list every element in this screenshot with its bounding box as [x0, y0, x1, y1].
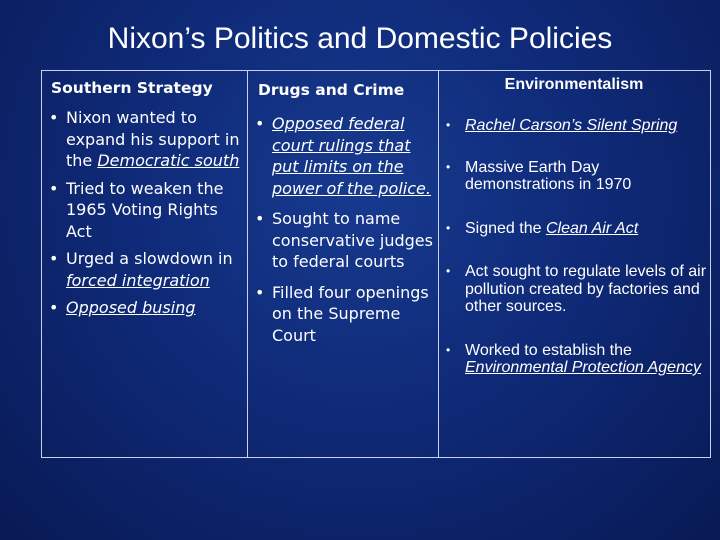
item-text: Urged a slowdown in	[66, 249, 233, 268]
bullet: •	[446, 342, 451, 357]
item-link[interactable]: Opposed federal court rulings that put limits on the power of the police.	[272, 114, 431, 198]
southern-strategy-list	[49, 107, 244, 325]
item-text: Act sought to regulate levels of air pollution created by factories and other sources.	[465, 263, 707, 315]
item-text: Filled four openings on the Supreme Court	[272, 282, 429, 345]
list-item	[49, 248, 244, 291]
list-item	[446, 159, 708, 194]
list-item	[255, 113, 435, 199]
environmentalism-list	[446, 117, 708, 377]
item-link[interactable]: Opposed busing	[66, 298, 196, 317]
header-drugs-and-crime: Drugs and Crime	[258, 81, 405, 99]
list-item	[49, 178, 244, 243]
item-link[interactable]: Clean Air Act	[545, 219, 639, 237]
column-divider	[438, 71, 439, 457]
bullet: •	[446, 264, 451, 278]
bullet: •	[49, 298, 59, 317]
item-text: Tried to weaken the 1965 Voting Rights Act	[66, 178, 224, 241]
bullet: •	[446, 220, 451, 235]
item-text: Sought to name conservative judges to federal courts	[272, 209, 433, 271]
list-item	[446, 342, 708, 377]
policy-table	[41, 70, 711, 458]
bullet: •	[255, 114, 265, 133]
bullet: •	[446, 159, 451, 174]
column-divider	[247, 71, 248, 457]
bullet: •	[446, 118, 451, 132]
item-text: Signed the	[465, 219, 546, 237]
list-item	[255, 282, 435, 347]
item-link[interactable]: forced integration	[66, 270, 210, 290]
bullet: •	[255, 209, 265, 228]
list-item	[446, 220, 708, 238]
bullet: •	[49, 249, 59, 268]
item-link[interactable]: Environmental Protection Agency	[465, 359, 701, 376]
drugs-and-crime-list	[255, 113, 435, 355]
list-item	[446, 117, 708, 135]
list-item	[255, 208, 435, 273]
list-item	[446, 263, 708, 316]
item-text: Nixon wanted to expand his support in the	[66, 108, 240, 170]
item-text: Worked to establish the	[465, 341, 632, 359]
item-link[interactable]: Rachel Carson’s Silent Spring	[465, 117, 678, 134]
header-environmentalism: Environmentalism	[504, 76, 644, 93]
list-item	[49, 297, 244, 319]
bullet: •	[49, 108, 59, 127]
header-southern-strategy: Southern Strategy	[51, 79, 213, 97]
list-item	[49, 107, 244, 172]
bullet: •	[49, 178, 59, 198]
slide-title: Nixon’s Politics and Domestic Policies	[107, 22, 613, 55]
item-text: Massive Earth Day demonstrations in 1970	[465, 158, 632, 193]
item-link[interactable]: Democratic south	[97, 151, 240, 170]
bullet: •	[255, 282, 265, 302]
